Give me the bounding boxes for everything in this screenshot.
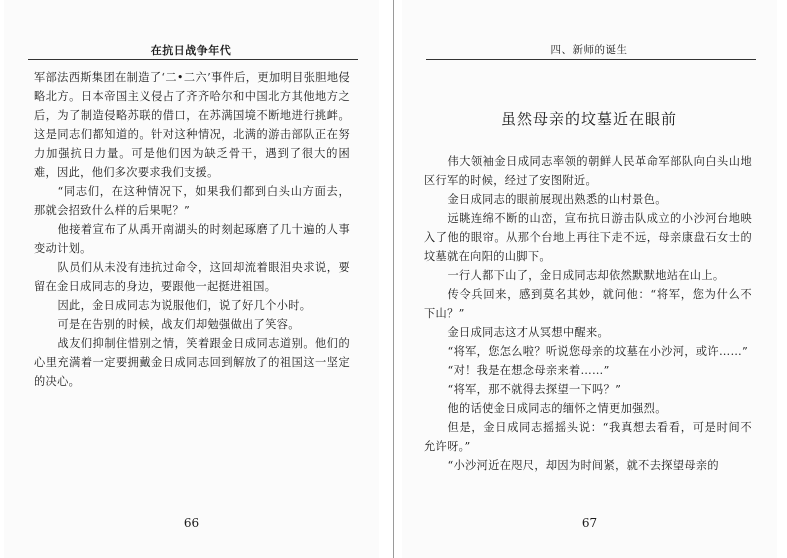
paragraph: 他接着宣布了从禹开南湖头的时刻起琢磨了几十遍的人事变动计划。 [34,223,350,255]
paragraph: 金日成同志这才从冥想中醒来。 [447,326,610,339]
left-page [4,0,379,558]
paragraph: 但是，金日成同志摇摇头说：“我真想去看看，可是时间不允许呀。” [424,421,752,453]
paragraph: 金日成同志的眼前展现出熟悉的山村景色。 [447,193,667,206]
paragraph: 他的话使金日成同志的缅怀之情更加强烈。 [447,402,667,415]
paragraph: 队员们从未没有违抗过命令，这回却流着眼泪央求说，要留在金日成同志的身边，要跟他一起挺进祖国。 [34,261,350,293]
right-page [402,0,777,558]
paragraph: 远眺连绵不断的山峦，宣布抗日游击队成立的小沙河台地映入了他的眼帘。从那个台地上再往下走不远，母亲康盘石女士的坟墓就在向阳的山脚下。 [424,212,752,263]
paragraph: “将军，您怎么啦？听说您母亲的坟墓在小沙河，或许……” [447,345,749,358]
page-number-left: 66 [183,516,200,530]
header-rule-left [28,59,358,60]
page-gutter [393,0,394,558]
paragraph: 战友们抑制住惜别之情，笑着跟金日成同志道别。他们的心里充满着一定要拥戴金日成同志回到解放了的祖国这一坚定的决心。 [34,337,350,388]
header-rule-right [426,59,756,60]
paragraph: “对！我是在想念母亲来着……” [447,364,610,377]
running-head-right: 四、新师的诞生 [550,44,628,56]
paragraph: 伟大领袖金日成同志率领的朝鲜人民革命军部队向白头山地区行军的时候，经过了安图附近。 [424,155,752,187]
paragraph: 一行人都下山了，金日成同志却依然默默地站在山上。 [447,269,725,282]
chapter-title: 虽然母亲的坟墓近在眼前 [500,110,677,128]
paragraph: “同志们，在这种情况下，如果我们都到白头山方面去，那就会招致什么样的后果呢？” [34,185,350,217]
paragraph: “将军，那不就得去探望一下吗？” [447,383,622,396]
paragraph: “小沙河近在咫尺，却因为时间紧，就不去探望母亲的 [447,459,719,472]
page-number-right: 67 [581,516,598,530]
paragraph: 传令兵回来，感到莫名其妙，就问他：“将军，您为什么不下山？” [424,288,752,320]
paragraph: 可是在告别的时候，战友们却勉强做出了笑容。 [57,318,300,331]
body-text-left [34,68,350,391]
paragraph: 军部法西斯集团在制造了‘二•二六’事件后，更加明目张胆地侵略北方。日本帝国主义侵占了齐齐哈尔和中国北方其他地方之后，为了制造侵略苏联的借口，在苏满国境不断地进行挑衅。这是同志们都知道的。针对这种情况，北满的游击部队正在努力加强抗日力量。可是他们因为缺乏骨干，遇到了很大的困难，因此，他们多次要求我们支援。 [34,71,350,179]
body-text-right [424,152,752,475]
paragraph: 因此，金日成同志为说服他们，说了好几个小时。 [57,299,312,312]
running-head-left: 在抗日战争年代 [150,44,232,57]
